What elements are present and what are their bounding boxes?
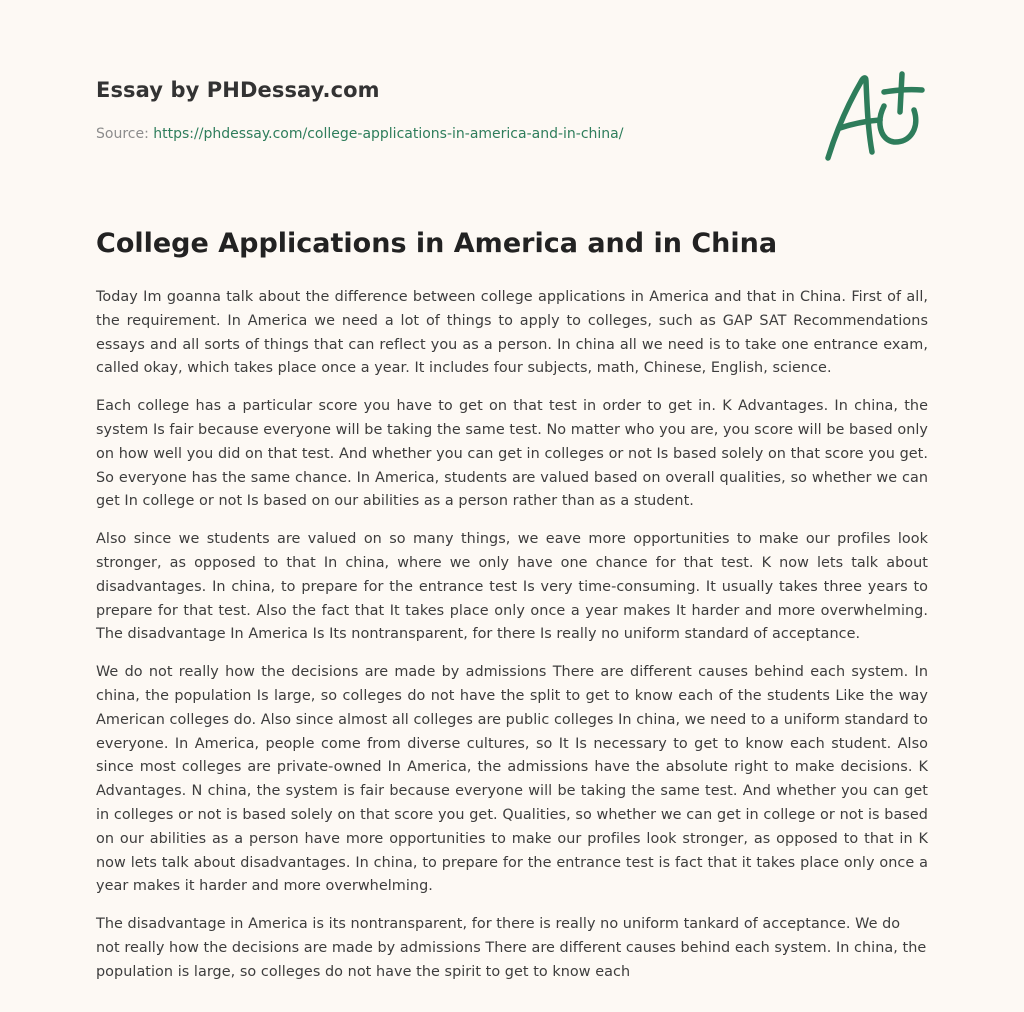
essay-paragraph: Also since we students are valued on so many things, we eave more opportunities to make our profiles look stronger, as opposed to that In china, where we only have one chance for that test. K now lets talk about disadvantages. In china, to prepare for the entrance test Is very time-consuming. It usually takes three years to prepare for that test. Also the fact that It takes place only once a year makes It harder and more overwhelming. The disadvantage In America Is Its nontransparent, for there Is really no uniform standard of acceptance.: [96, 531, 928, 643]
source-label: Source:: [96, 126, 149, 142]
essay-title: College Applications in America and in China: [96, 228, 778, 259]
essay-paragraph: The disadvantage in America is its nontransparent, for there is really no uniform tankard of acceptance. We do not really how the decisions are made by admissions There are different causes behind each system. In china, the population is large, so colleges do not have the spirit to get to know each: [96, 916, 927, 980]
site-brand: Essay by PHDessay.com: [96, 78, 380, 102]
a-plus-grade-icon: [818, 66, 930, 166]
essay-paragraph: We do not really how the decisions are made by admissions There are different causes behind each system. In china, the population Is large, so colleges do not have the split to get to know each of the students Like the way American colleges do. Also since almost all colleges are public colleges In china, we need to a uniform standard to everyone. In America, people come from diverse cultures, so It Is necessary to get to know each student. Also since most colleges are private-owned In America, the admissions have the absolute right to make decisions. K Advantages. N china, the system is fair because everyone will be taking the same test. And whether you can get in colleges or not is based solely on that score you get. Qualities, so whether we can get in college or not is based on our abilities as a person have more opportunities to make our profiles look stronger, as opposed to that in K now lets talk about disadvantages. In china, to prepare for the entrance test is fact that it takes place only once a year makes it harder and more overwhelming.: [96, 664, 928, 895]
essay-body: [96, 286, 928, 999]
essay-paragraph: Each college has a particular score you have to get on that test in order to get in. K Advantages. In china, the system Is fair because everyone will be taking the same test. No matter who you are, you score will be based only on how well you did on that test. And whether you can get in colleges or not Is based solely on that score you get. So everyone has the same chance. In America, students are valued based on overall qualities, so whether we can get In college or not Is based on our abilities as a person rather than as a student.: [96, 398, 928, 510]
essay-paragraph: Today Im goanna talk about the difference between college applications in America and that in China. First of all, the requirement. In America we need a lot of things to apply to colleges, such as GAP SAT Recommendations essays and all sorts of things that can reflect you as a person. In china all we need is to take one entrance exam, called okay, which takes place once a year. It includes four subjects, math, Chinese, English, science.: [96, 289, 928, 377]
source-line: [96, 124, 796, 144]
page-header: [96, 76, 796, 144]
source-link[interactable]: https://phdessay.com/college-applications-in-america-and-in-china/: [153, 126, 624, 142]
